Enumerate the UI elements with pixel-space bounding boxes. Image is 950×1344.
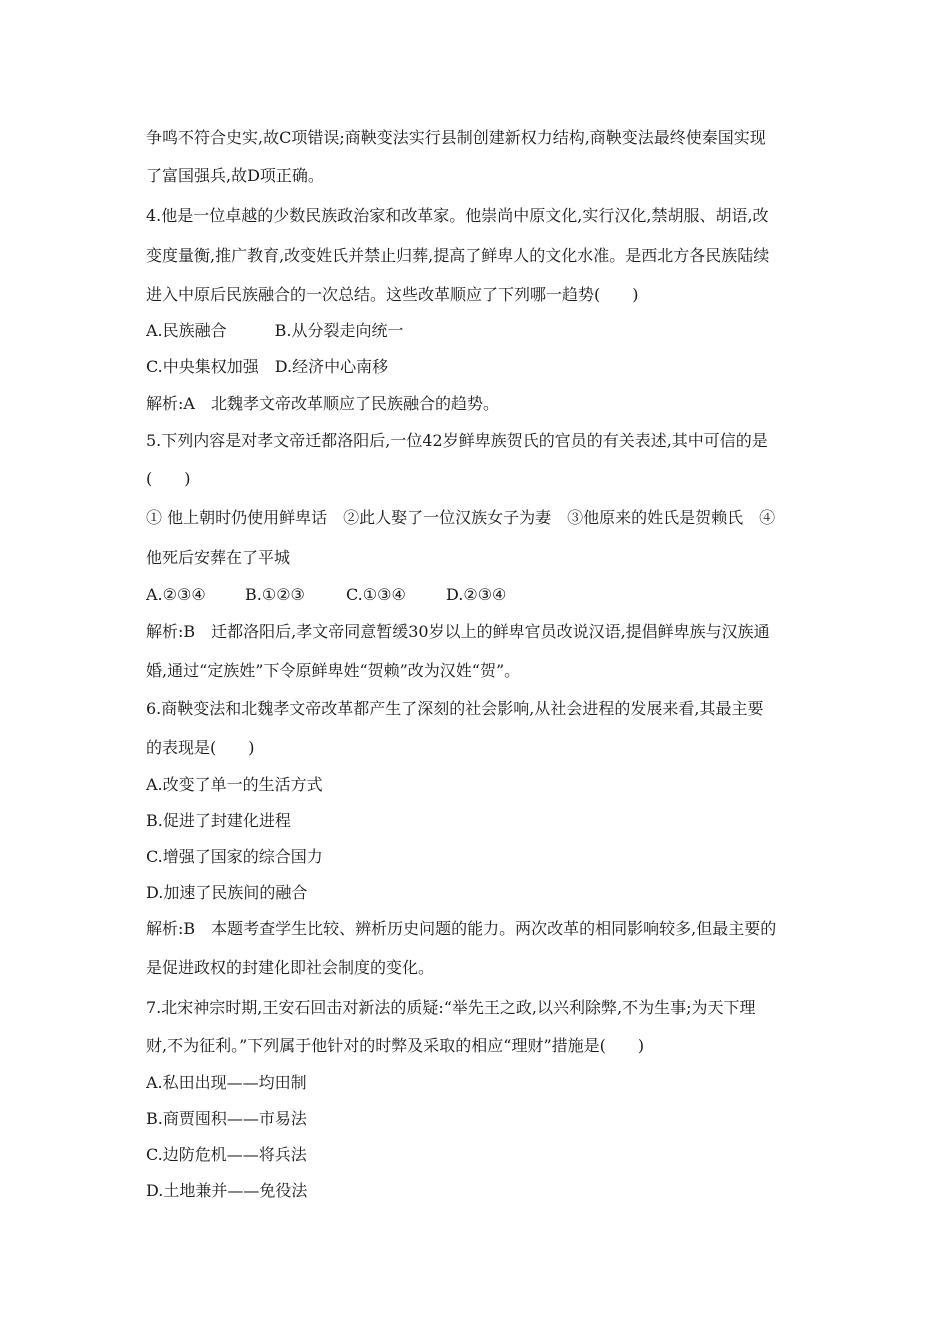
option-a: A.②③④ <box>146 585 206 604</box>
text-line: 了富国强兵,故D项正确。 <box>146 166 324 185</box>
question-7-stem: 7.北宋神宗时期,王安石回击对新法的质疑:“举先王之政,以兴利除弊,不为生事;为天下理 <box>146 998 756 1017</box>
text-line: 进入中原后民族融合的一次总结。这些改革顺应了下列哪一趋势( ) <box>146 285 639 304</box>
question-5-statements: ① 他上朝时仍使用鲜卑话 ②此人娶了一位汉族女子为妻 ③他原来的姓氏是贺赖氏 ④ <box>146 508 776 527</box>
option-c: C.边防危机——将兵法 <box>146 1145 307 1164</box>
question-4-options-row-1: A.民族融合 B.从分裂走向统一 <box>146 321 404 340</box>
question-5-options <box>146 584 506 606</box>
question-6-analysis: 解析:B 本题考查学生比较、辨析历史问题的能力。两次改革的相同影响较多,但最主要的 <box>146 919 777 938</box>
text-line: 争鸣不符合史实,故C项错误;商鞅变法实行县制创建新权力结构,商鞅变法最终使秦国实现 <box>146 128 766 147</box>
text-line: 婚,通过“定族姓”下令原鲜卑姓“贺赖”改为汉姓“贺”。 <box>146 661 521 680</box>
option-a: A.改变了单一的生活方式 <box>146 775 323 794</box>
question-6-stem: 6.商鞅变法和北魏孝文帝改革都产生了深刻的社会影响,从社会进程的发展来看,其最主要 <box>146 699 764 718</box>
option-c: C.①③④ <box>346 585 406 604</box>
question-5-stem: 5.下列内容是对孝文帝迁都洛阳后,一位42岁鲜卑族贺氏的官员的有关表述,其中可信的是 <box>146 431 768 450</box>
question-5-analysis: 解析:B 迁都洛阳后,孝文帝同意暂缓30岁以上的鲜卑官员改说汉语,提倡鲜卑族与汉族通 <box>146 622 770 641</box>
text-line: 财,不为征利。”下列属于他针对的时弊及采取的相应“理财”措施是( ) <box>146 1036 645 1055</box>
text-line: 他死后安葬在了平城 <box>146 548 291 567</box>
text-line: 的表现是( ) <box>146 738 255 757</box>
option-d: D.土地兼并——免役法 <box>146 1181 308 1200</box>
option-d: D.②③④ <box>446 585 507 604</box>
option-b: B.促进了封建化进程 <box>146 811 291 830</box>
text-line: 是促进政权的封建化即社会制度的变化。 <box>146 958 435 977</box>
option-b: B.商贾囤积——市易法 <box>146 1109 307 1128</box>
question-4-stem: 4.他是一位卓越的少数民族政治家和改革家。他崇尚中原文化,实行汉化,禁胡服、胡语,改 <box>146 206 769 225</box>
question-4-analysis: 解析:A 北魏孝文帝改革顺应了民族融合的趋势。 <box>146 394 499 413</box>
text-line: ( ) <box>146 469 191 488</box>
text-line: 变度量衡,推广教育,改变姓氏并禁止归葬,提高了鲜卑人的文化水准。是西北方各民族陆续 <box>146 246 770 265</box>
option-a: A.私田出现——均田制 <box>146 1073 307 1092</box>
option-d: D.加速了民族间的融合 <box>146 883 308 902</box>
option-c: C.增强了国家的综合国力 <box>146 847 323 866</box>
question-4-options-row-2: C.中央集权加强 D.经济中心南移 <box>146 357 389 376</box>
option-b: B.①②③ <box>245 585 305 604</box>
